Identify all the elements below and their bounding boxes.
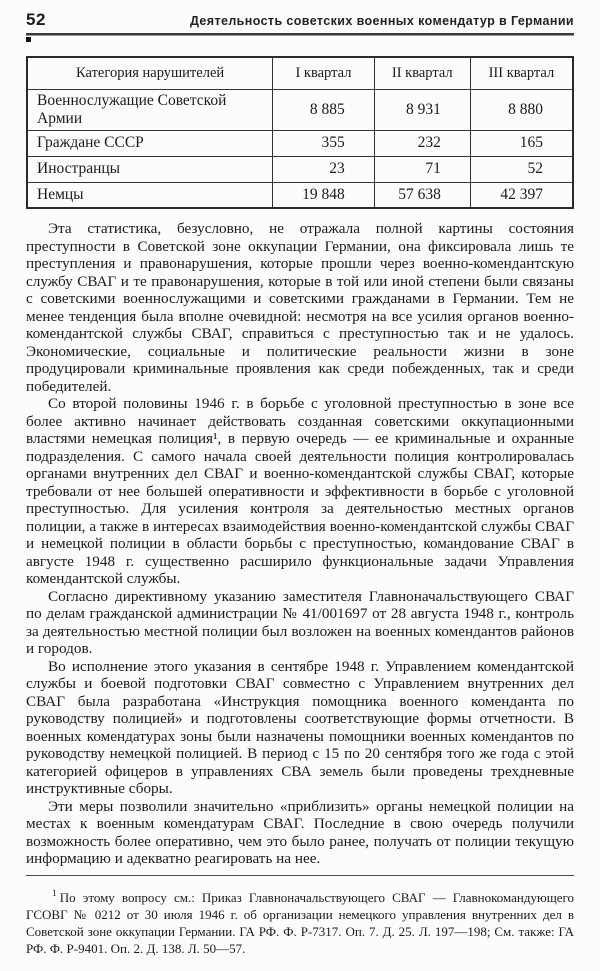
table-header-q1: I квартал	[273, 57, 375, 89]
running-title: Деятельность советских военных комендатур в Германии	[189, 14, 574, 28]
value-cell: 8 931	[374, 89, 470, 130]
header-rule-square	[26, 37, 31, 42]
category-cell: Иностранцы	[27, 156, 273, 182]
table-row	[27, 182, 573, 208]
paragraph-1: Эта статистика, безусловно, не отражала полной картины состояния преступности в Советской зоне оккупации Германии, она фиксировала лишь те преступления и правонарушения, которые прошли через военно-комендантскую службу СВАГ и те правонарушения, которые в той или иной степени были связаны с советскими военнослужащими и советскими гражданами в Германии. Тем не менее тенденция была вполне очевидной: несмотря на все усилия органов военно-комендантской службы СВАГ, справиться с преступностью так и не удалось. Экономические, социальные и политические реальности жизни в зоне продуцировали криминальные проявления как среди побежденных, так и среди победителей.	[26, 220, 574, 395]
value-cell: 57 638	[374, 182, 470, 208]
value-cell: 355	[273, 130, 375, 156]
violations-table	[26, 56, 574, 209]
value-cell: 232	[374, 130, 470, 156]
footnote-text: По этому вопросу см.: Приказ Главноначальствующего СВАГ — Главнокомандующего ГСОВГ № 0212 от 30 июля 1946 г. об организации немецкого управления внутренних дел в Советской зоне оккупации Германии. ГА РФ. Ф. Р-7317. Оп. 7. Д. 25. Л. 197—198; См. также: ГА РФ. Ф. Р-9401. Оп. 2. Д. 138. Л. 50—57.	[26, 889, 574, 956]
value-cell: 52	[470, 156, 573, 182]
value-cell: 165	[470, 130, 573, 156]
table-row	[27, 130, 573, 156]
paragraph-5: Эти меры позволили значительно «приблизить» органы немецкой полиции на местах к военным комендатурам СВАГ. Последние в свою очередь получили возможность более оперативно, чем это было ранее, получать от полиции текущую информацию и адекватно реагировать на нее.	[26, 797, 574, 867]
table-row	[27, 156, 573, 182]
paragraph-4: Во исполнение этого указания в сентябре 1948 г. Управлением комендантской службы и боевой подготовки СВАГ совместно с Управлением внутренних дел СВАГ была разработана «Инструкция помощника военного коменданта по руководству полицией» и подготовлены соответствующие формы отчетности. В военных комендатурах зоны были назначены помощники военных комендантов по руководству немецкой полицией. В период с 15 по 20 сентября того же года с этой категорией офицеров в управлениях СВА земель были проведены трехдневные инструктивные сборы.	[26, 657, 574, 797]
footnote-separator	[26, 875, 574, 876]
page-number: 52	[26, 10, 46, 29]
table-header-row	[27, 57, 573, 89]
header-rule	[26, 33, 574, 36]
value-cell: 8 880	[470, 89, 573, 130]
value-cell: 19 848	[273, 182, 375, 208]
paragraph-2: Со второй половины 1946 г. в борьбе с уголовной преступностью в зоне все более активно начинает действовать созданная советскими оккупационными властями немецкая полиция¹, в первую очередь — ее криминальные и охранные подразделения. С самого начала своей деятельности полиция контролировалась органами внутренних дел СВАГ и военно-комендантской службы СВАГ, которые требовали от нее большей оперативности и эффективности в борьбе с уголовной преступностью. Для усиления контроля за деятельностью местных органов полиции, а также в интересах взаимодействия военно-комендантской службы СВАГ и немецкой полиции в области борьбы с преступностью, командование СВАГ в августе 1948 г. существенно расширило функциональные задачи Управления комендантской службы.	[26, 395, 574, 587]
category-cell: Немцы	[27, 182, 273, 208]
value-cell: 8 885	[273, 89, 375, 130]
table-header-q3: III квартал	[470, 57, 573, 89]
value-cell: 42 397	[470, 182, 573, 208]
value-cell: 71	[374, 156, 470, 182]
table-header-category: Категория нарушителей	[27, 57, 273, 89]
page-header	[26, 10, 574, 30]
footnote-marker: 1	[52, 889, 57, 900]
footnote	[26, 889, 574, 957]
category-cell: Граждане СССР	[27, 130, 273, 156]
table-wrap	[26, 56, 574, 209]
category-cell: Военнослужащие Советской Армии	[27, 89, 273, 130]
table-header-q2: II квартал	[374, 57, 470, 89]
body-text	[26, 220, 574, 868]
value-cell: 23	[273, 156, 375, 182]
paragraph-3: Согласно директивному указанию заместителя Главноначальствующего СВАГ по делам гражданской администрации № 41/001697 от 28 августа 1948 г., контроль за деятельностью местной полиции был возложен на военных комендантов районов и городов.	[26, 587, 574, 657]
footnote-paragraph	[26, 889, 574, 957]
table-row	[27, 89, 573, 130]
